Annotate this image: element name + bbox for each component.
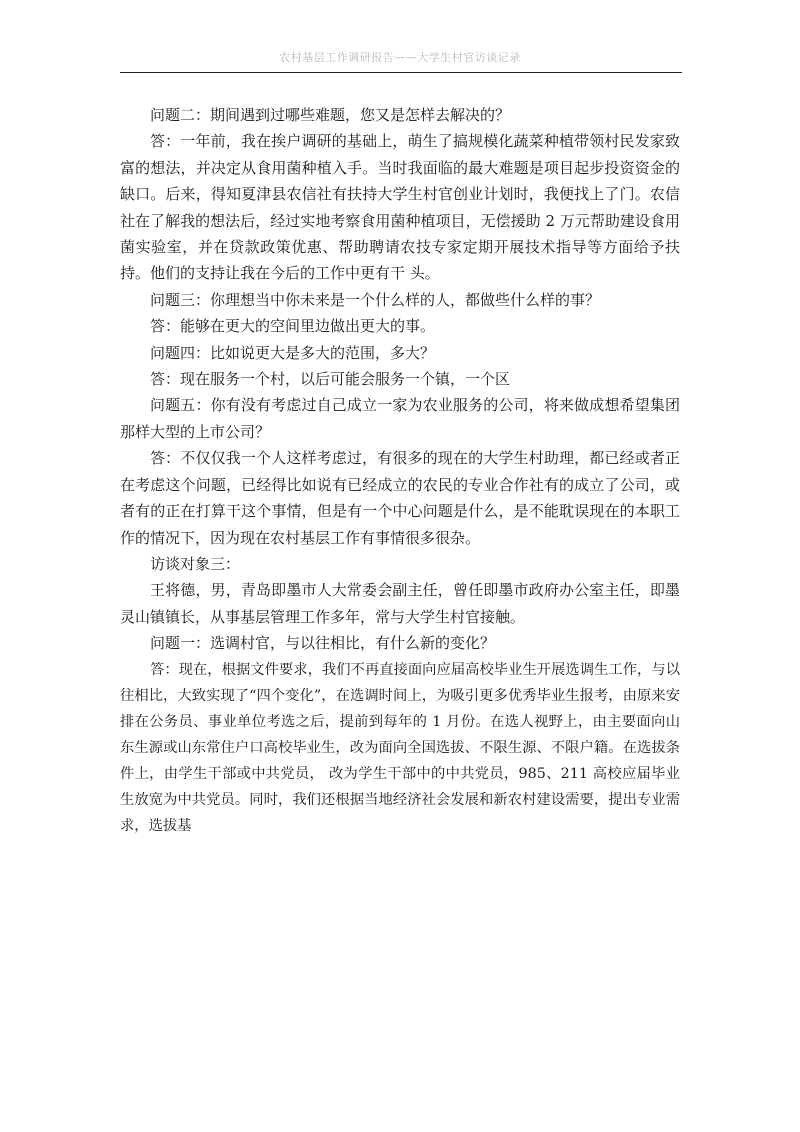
header-divider [120,72,682,73]
answer-4: 答：现在服务一个村，以后可能会服务一个镇，一个区 [150,370,511,389]
interviewee-3-bio: 王将德，男，青岛即墨市人大常委会副主任，曾任即墨市政府办公室主任，即墨灵山镇镇长，从事基层管理工作多年，常与大学生村官接触。 [120,581,680,626]
page-header: 农村基层工作调研报告——大学生村官访谈记录 [279,51,521,64]
question-2: 问题二：期间遇到过哪些难题，您又是怎样去解决的？ [150,106,511,124]
question-3: 问题三：你理想当中你未来是一个什么样的人，都做些什么样的事？ [150,290,601,309]
question-1-interviewee-3: 问题一：选调村官，与以往相比，有什么新的变化？ [150,634,496,653]
answer-1-interviewee-3: 答：现在，根据文件要求，我们不再直接面向应届高校毕业生开展选调生工作，与以往相比，大致实现了“四个变化”，在选调时间上，为吸引更多优秀毕业生报考，由原来安排在公务员、事业单位考选之后，提前到每年的 1 月份。在选人视野上，由主要面向山东生源或山东常住户口高校毕业生，改为面向全国选拔、不限生源、不限户籍。在选拔条件上，由学生干部或中共党员， 改为学生干部中的中共党员，985、211 高校应届毕业生放宽为中共党员。同时，我们还根据当地经济社会发展和新农村建设需要，提出专业需求，选拔基 [120,661,680,834]
answer-5: 答：不仅仅我一个人这样考虑过，有很多的现在的大学生村助理，都已经或者正在考虑这个问题，已经得比如说有已经成立的农民的专业合作社有的成立了公司，或者有的正在打算干这个事情，但是有一个中心问题是什么，是不能耽误现在的本职工作的情况下，因为现在农村基层工作有事情很多很杂。 [120,449,680,547]
answer-3: 答：能够在更大的空间里边做出更大的事。 [150,317,436,336]
question-5: 问题五：你有没有考虑过自己成立一家为农业服务的公司，将来做成想希望集团那样大型的上市公司？ [120,396,680,441]
interviewee-3-heading: 访谈对象三： [150,554,241,573]
document-body [120,102,680,839]
answer-2: 答：一年前，我在挨户调研的基础上，萌生了搞规模化蔬菜种植带领村民发家致富的想法，并决定从食用菌种植入手。当时我面临的最大难题是项目起步投资资金的缺口。后来，得知夏津县农信社有扶持大学生村官创业计划时，我便找上了门。农信社在了解我的想法后，经过实地考察食用菌种植项目，无偿援助 2 万元帮助建设食用菌实验室，并在贷款政策优惠、帮助聘请农技专家定期开展技术指导等方面给予扶持。他们的支持让我在今后的工作中更有干 头。 [120,132,680,283]
question-4: 问题四：比如说更大是多大的范围，多大？ [150,343,436,362]
